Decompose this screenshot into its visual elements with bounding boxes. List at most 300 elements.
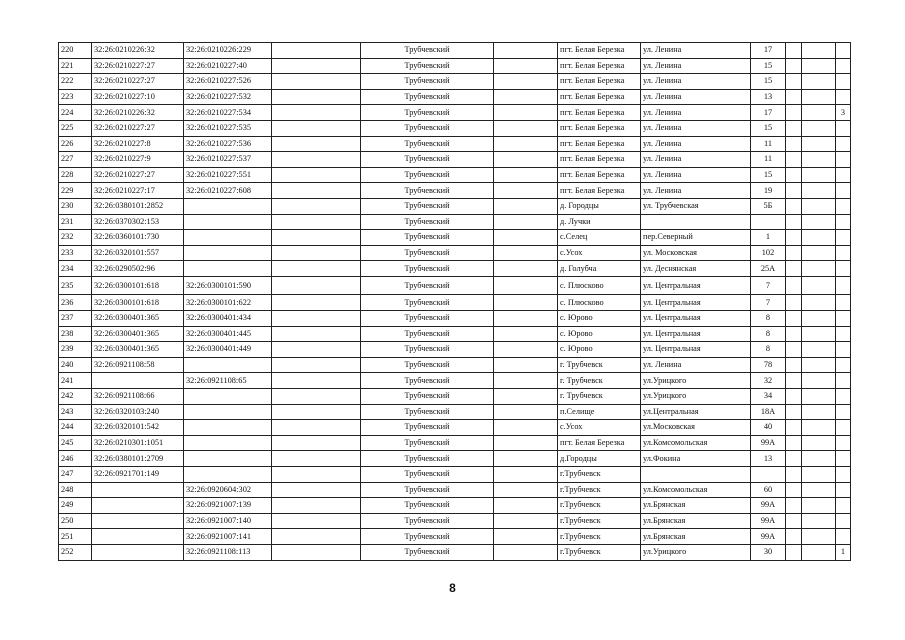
count-cell bbox=[836, 326, 851, 342]
count-cell bbox=[836, 120, 851, 136]
table-row bbox=[59, 435, 851, 451]
empty-cell bbox=[802, 89, 836, 105]
table-row bbox=[59, 167, 851, 183]
house-number-cell: 11 bbox=[751, 136, 786, 152]
table-row bbox=[59, 214, 851, 230]
street-cell: ул.Московская bbox=[641, 420, 751, 436]
empty-cell bbox=[272, 183, 361, 199]
row-number-cell: 235 bbox=[59, 276, 92, 295]
empty-cell bbox=[494, 167, 558, 183]
empty-cell bbox=[494, 357, 558, 373]
empty-cell bbox=[786, 357, 802, 373]
cadastral-number-cell bbox=[92, 482, 184, 498]
empty-cell bbox=[802, 167, 836, 183]
empty-cell bbox=[272, 498, 361, 514]
row-number-cell: 220 bbox=[59, 43, 92, 59]
object-cadastral-number-cell bbox=[184, 404, 272, 420]
street-cell: ул. Ленина bbox=[641, 152, 751, 168]
empty-cell bbox=[786, 435, 802, 451]
empty-cell bbox=[802, 357, 836, 373]
cadastral-number-cell: 32:26:0210227:17 bbox=[92, 183, 184, 199]
empty-cell bbox=[786, 388, 802, 404]
empty-cell bbox=[802, 388, 836, 404]
street-cell: ул. Центральная bbox=[641, 295, 751, 311]
cadastral-number-cell: 32:26:0210227:27 bbox=[92, 120, 184, 136]
street-cell: пер.Северный bbox=[641, 230, 751, 246]
district-cell: Трубчевский bbox=[361, 152, 494, 168]
row-number-cell: 228 bbox=[59, 167, 92, 183]
empty-cell bbox=[272, 198, 361, 214]
district-cell: Трубчевский bbox=[361, 276, 494, 295]
count-cell bbox=[836, 214, 851, 230]
empty-cell bbox=[272, 513, 361, 529]
count-cell bbox=[836, 89, 851, 105]
count-cell bbox=[836, 261, 851, 277]
empty-cell bbox=[272, 311, 361, 327]
empty-cell bbox=[802, 136, 836, 152]
row-number-cell: 224 bbox=[59, 105, 92, 121]
locality-cell: пгт. Белая Березка bbox=[558, 120, 641, 136]
empty-cell bbox=[272, 451, 361, 467]
locality-cell: пгт. Белая Березка bbox=[558, 152, 641, 168]
row-number-cell: 251 bbox=[59, 529, 92, 545]
table-row bbox=[59, 466, 851, 482]
house-number-cell: 17 bbox=[751, 105, 786, 121]
cadastral-number-cell: 32:26:0210227:8 bbox=[92, 136, 184, 152]
empty-cell bbox=[786, 230, 802, 246]
table-row bbox=[59, 43, 851, 59]
object-cadastral-number-cell: 32:26:0210227:535 bbox=[184, 120, 272, 136]
house-number-cell: 32 bbox=[751, 373, 786, 389]
object-cadastral-number-cell: 32:26:0210226:229 bbox=[184, 43, 272, 59]
street-cell: ул.Урицкого bbox=[641, 373, 751, 389]
empty-cell bbox=[494, 136, 558, 152]
empty-cell bbox=[494, 198, 558, 214]
locality-cell: пгт. Белая Березка bbox=[558, 105, 641, 121]
house-number-cell: 99А bbox=[751, 435, 786, 451]
empty-cell bbox=[494, 373, 558, 389]
count-cell bbox=[836, 245, 851, 261]
object-cadastral-number-cell bbox=[184, 245, 272, 261]
district-cell: Трубчевский bbox=[361, 529, 494, 545]
empty-cell bbox=[786, 295, 802, 311]
empty-cell bbox=[786, 482, 802, 498]
page-number: 8 bbox=[449, 581, 456, 595]
empty-cell bbox=[786, 342, 802, 358]
object-cadastral-number-cell: 32:26:0300101:622 bbox=[184, 295, 272, 311]
district-cell: Трубчевский bbox=[361, 311, 494, 327]
row-number-cell: 225 bbox=[59, 120, 92, 136]
district-cell: Трубчевский bbox=[361, 482, 494, 498]
empty-cell bbox=[802, 214, 836, 230]
empty-cell bbox=[272, 105, 361, 121]
empty-cell bbox=[272, 136, 361, 152]
house-number-cell: 18А bbox=[751, 404, 786, 420]
street-cell bbox=[641, 466, 751, 482]
empty-cell bbox=[272, 276, 361, 295]
object-cadastral-number-cell: 32:26:0921007:139 bbox=[184, 498, 272, 514]
cadastral-number-cell: 32:26:0320101:557 bbox=[92, 245, 184, 261]
locality-cell: пгт. Белая Березка bbox=[558, 74, 641, 90]
street-cell: ул.Комсомольская bbox=[641, 435, 751, 451]
object-cadastral-number-cell: 32:26:0921007:141 bbox=[184, 529, 272, 545]
empty-cell bbox=[802, 482, 836, 498]
empty-cell bbox=[802, 230, 836, 246]
empty-cell bbox=[802, 276, 836, 295]
empty-cell bbox=[802, 245, 836, 261]
street-cell: ул. Центральная bbox=[641, 326, 751, 342]
empty-cell bbox=[494, 451, 558, 467]
empty-cell bbox=[786, 276, 802, 295]
row-number-cell: 245 bbox=[59, 435, 92, 451]
street-cell: ул. Центральная bbox=[641, 276, 751, 295]
empty-cell bbox=[272, 261, 361, 277]
object-cadastral-number-cell: 32:26:0210227:608 bbox=[184, 183, 272, 199]
empty-cell bbox=[272, 245, 361, 261]
cadastral-number-cell: 32:26:0210227:27 bbox=[92, 58, 184, 74]
empty-cell bbox=[494, 74, 558, 90]
empty-cell bbox=[272, 388, 361, 404]
empty-cell bbox=[494, 388, 558, 404]
row-number-cell: 243 bbox=[59, 404, 92, 420]
district-cell: Трубчевский bbox=[361, 58, 494, 74]
locality-cell: г.Трубчевск bbox=[558, 513, 641, 529]
table-row bbox=[59, 529, 851, 545]
count-cell bbox=[836, 311, 851, 327]
object-cadastral-number-cell bbox=[184, 230, 272, 246]
empty-cell bbox=[802, 198, 836, 214]
table-row bbox=[59, 295, 851, 311]
empty-cell bbox=[802, 120, 836, 136]
empty-cell bbox=[802, 326, 836, 342]
object-cadastral-number-cell: 32:26:0210227:532 bbox=[184, 89, 272, 105]
empty-cell bbox=[786, 529, 802, 545]
locality-cell: д. Голубча bbox=[558, 261, 641, 277]
empty-cell bbox=[272, 214, 361, 230]
object-cadastral-number-cell: 32:26:0921108:65 bbox=[184, 373, 272, 389]
locality-cell: д. Городцы bbox=[558, 198, 641, 214]
locality-cell: пгт. Белая Березка bbox=[558, 43, 641, 59]
district-cell: Трубчевский bbox=[361, 466, 494, 482]
house-number-cell: 15 bbox=[751, 58, 786, 74]
house-number-cell: 7 bbox=[751, 276, 786, 295]
object-cadastral-number-cell: 32:26:0921108:113 bbox=[184, 544, 272, 560]
empty-cell bbox=[802, 498, 836, 514]
empty-cell bbox=[494, 276, 558, 295]
empty-cell bbox=[786, 120, 802, 136]
district-cell: Трубчевский bbox=[361, 120, 494, 136]
street-cell: ул. Центральная bbox=[641, 342, 751, 358]
row-number-cell: 230 bbox=[59, 198, 92, 214]
street-cell: ул.Урицкого bbox=[641, 544, 751, 560]
empty-cell bbox=[802, 183, 836, 199]
count-cell bbox=[836, 498, 851, 514]
table-row bbox=[59, 482, 851, 498]
table-row bbox=[59, 261, 851, 277]
object-cadastral-number-cell: 32:26:0300401:445 bbox=[184, 326, 272, 342]
house-number-cell: 15 bbox=[751, 167, 786, 183]
empty-cell bbox=[786, 74, 802, 90]
table-row bbox=[59, 420, 851, 436]
cadastral-number-cell: 32:26:0921701:149 bbox=[92, 466, 184, 482]
house-number-cell: 13 bbox=[751, 89, 786, 105]
house-number-cell: 15 bbox=[751, 120, 786, 136]
row-number-cell: 227 bbox=[59, 152, 92, 168]
empty-cell bbox=[272, 529, 361, 545]
row-number-cell: 238 bbox=[59, 326, 92, 342]
row-number-cell: 241 bbox=[59, 373, 92, 389]
locality-cell: с. Юрово bbox=[558, 311, 641, 327]
empty-cell bbox=[494, 214, 558, 230]
locality-cell: с. Юрово bbox=[558, 326, 641, 342]
empty-cell bbox=[494, 261, 558, 277]
row-number-cell: 231 bbox=[59, 214, 92, 230]
cadastral-number-cell: 32:26:0380101:2709 bbox=[92, 451, 184, 467]
district-cell: Трубчевский bbox=[361, 245, 494, 261]
row-number-cell: 249 bbox=[59, 498, 92, 514]
count-cell bbox=[836, 276, 851, 295]
empty-cell bbox=[272, 404, 361, 420]
cadastral-number-cell: 32:26:0210227:9 bbox=[92, 152, 184, 168]
count-cell bbox=[836, 482, 851, 498]
empty-cell bbox=[786, 105, 802, 121]
locality-cell: г.Трубчевск bbox=[558, 466, 641, 482]
district-cell: Трубчевский bbox=[361, 74, 494, 90]
empty-cell bbox=[494, 152, 558, 168]
table-row bbox=[59, 544, 851, 560]
locality-cell: г. Трубчевск bbox=[558, 373, 641, 389]
empty-cell bbox=[272, 544, 361, 560]
empty-cell bbox=[802, 105, 836, 121]
empty-cell bbox=[272, 482, 361, 498]
table-row bbox=[59, 388, 851, 404]
cadastral-number-cell: 32:26:0300401:365 bbox=[92, 311, 184, 327]
empty-cell bbox=[802, 342, 836, 358]
table-body bbox=[59, 43, 851, 561]
cadastral-number-cell bbox=[92, 513, 184, 529]
empty-cell bbox=[786, 214, 802, 230]
locality-cell: г. Трубчевск bbox=[558, 388, 641, 404]
district-cell: Трубчевский bbox=[361, 89, 494, 105]
house-number-cell: 11 bbox=[751, 152, 786, 168]
empty-cell bbox=[786, 167, 802, 183]
locality-cell: с. Юрово bbox=[558, 342, 641, 358]
cadastral-number-cell: 32:26:0921108:58 bbox=[92, 357, 184, 373]
empty-cell bbox=[802, 451, 836, 467]
table-row bbox=[59, 451, 851, 467]
cadastral-number-cell: 32:26:0370302:153 bbox=[92, 214, 184, 230]
empty-cell bbox=[802, 435, 836, 451]
count-cell bbox=[836, 230, 851, 246]
count-cell bbox=[836, 152, 851, 168]
empty-cell bbox=[272, 43, 361, 59]
cadastral-number-cell: 32:26:0921108:66 bbox=[92, 388, 184, 404]
object-cadastral-number-cell: 32:26:0210227:534 bbox=[184, 105, 272, 121]
row-number-cell: 250 bbox=[59, 513, 92, 529]
count-cell bbox=[836, 357, 851, 373]
empty-cell bbox=[272, 167, 361, 183]
empty-cell bbox=[786, 43, 802, 59]
district-cell: Трубчевский bbox=[361, 326, 494, 342]
row-number-cell: 222 bbox=[59, 74, 92, 90]
house-number-cell: 15 bbox=[751, 74, 786, 90]
row-number-cell: 237 bbox=[59, 311, 92, 327]
house-number-cell: 34 bbox=[751, 388, 786, 404]
object-cadastral-number-cell bbox=[184, 198, 272, 214]
locality-cell: пгт. Белая Березка bbox=[558, 58, 641, 74]
house-number-cell: 7 bbox=[751, 295, 786, 311]
empty-cell bbox=[786, 451, 802, 467]
object-cadastral-number-cell bbox=[184, 357, 272, 373]
count-cell bbox=[836, 342, 851, 358]
district-cell: Трубчевский bbox=[361, 451, 494, 467]
table-row bbox=[59, 89, 851, 105]
empty-cell bbox=[802, 295, 836, 311]
district-cell: Трубчевский bbox=[361, 214, 494, 230]
count-cell: 1 bbox=[836, 544, 851, 560]
row-number-cell: 239 bbox=[59, 342, 92, 358]
street-cell: ул.Брянская bbox=[641, 513, 751, 529]
street-cell: ул. Ленина bbox=[641, 167, 751, 183]
object-cadastral-number-cell bbox=[184, 388, 272, 404]
row-number-cell: 252 bbox=[59, 544, 92, 560]
district-cell: Трубчевский bbox=[361, 357, 494, 373]
house-number-cell bbox=[751, 214, 786, 230]
district-cell: Трубчевский bbox=[361, 513, 494, 529]
object-cadastral-number-cell: 32:26:0921007:140 bbox=[184, 513, 272, 529]
street-cell: ул. Ленина bbox=[641, 43, 751, 59]
empty-cell bbox=[272, 466, 361, 482]
cadastral-number-cell: 32:26:0380101:2852 bbox=[92, 198, 184, 214]
district-cell: Трубчевский bbox=[361, 105, 494, 121]
district-cell: Трубчевский bbox=[361, 43, 494, 59]
district-cell: Трубчевский bbox=[361, 198, 494, 214]
empty-cell bbox=[802, 544, 836, 560]
empty-cell bbox=[494, 43, 558, 59]
count-cell bbox=[836, 373, 851, 389]
count-cell bbox=[836, 513, 851, 529]
table-row bbox=[59, 357, 851, 373]
house-number-cell: 40 bbox=[751, 420, 786, 436]
cadastral-number-cell: 32:26:0210301:1051 bbox=[92, 435, 184, 451]
row-number-cell: 248 bbox=[59, 482, 92, 498]
object-cadastral-number-cell: 32:26:0210227:536 bbox=[184, 136, 272, 152]
street-cell: ул. Ленина bbox=[641, 58, 751, 74]
street-cell: ул.Урицкого bbox=[641, 388, 751, 404]
street-cell bbox=[641, 214, 751, 230]
count-cell: 3 bbox=[836, 105, 851, 121]
locality-cell: с. Плюсково bbox=[558, 295, 641, 311]
street-cell: ул. Ленина bbox=[641, 136, 751, 152]
locality-cell: с.Селец bbox=[558, 230, 641, 246]
table-row bbox=[59, 373, 851, 389]
object-cadastral-number-cell: 32:26:0300401:449 bbox=[184, 342, 272, 358]
street-cell: ул. Ленина bbox=[641, 183, 751, 199]
empty-cell bbox=[802, 261, 836, 277]
empty-cell bbox=[494, 326, 558, 342]
locality-cell: с.Усох bbox=[558, 245, 641, 261]
empty-cell bbox=[786, 245, 802, 261]
street-cell: ул. Ленина bbox=[641, 74, 751, 90]
house-number-cell: 8 bbox=[751, 311, 786, 327]
object-cadastral-number-cell bbox=[184, 261, 272, 277]
object-cadastral-number-cell bbox=[184, 466, 272, 482]
empty-cell bbox=[272, 120, 361, 136]
object-cadastral-number-cell: 32:26:0210227:526 bbox=[184, 74, 272, 90]
empty-cell bbox=[272, 89, 361, 105]
cadastral-number-cell: 32:26:0320103:240 bbox=[92, 404, 184, 420]
house-number-cell: 30 bbox=[751, 544, 786, 560]
table-row bbox=[59, 245, 851, 261]
count-cell bbox=[836, 136, 851, 152]
table-row bbox=[59, 198, 851, 214]
cadastral-number-cell bbox=[92, 373, 184, 389]
table-row bbox=[59, 120, 851, 136]
street-cell: ул. Московская bbox=[641, 245, 751, 261]
empty-cell bbox=[786, 261, 802, 277]
house-number-cell: 8 bbox=[751, 342, 786, 358]
row-number-cell: 236 bbox=[59, 295, 92, 311]
row-number-cell: 244 bbox=[59, 420, 92, 436]
empty-cell bbox=[802, 311, 836, 327]
house-number-cell: 1 bbox=[751, 230, 786, 246]
house-number-cell: 99А bbox=[751, 513, 786, 529]
district-cell: Трубчевский bbox=[361, 404, 494, 420]
table-row bbox=[59, 136, 851, 152]
row-number-cell: 223 bbox=[59, 89, 92, 105]
empty-cell bbox=[494, 529, 558, 545]
district-cell: Трубчевский bbox=[361, 342, 494, 358]
row-number-cell: 232 bbox=[59, 230, 92, 246]
district-cell: Трубчевский bbox=[361, 435, 494, 451]
table-row bbox=[59, 58, 851, 74]
district-cell: Трубчевский bbox=[361, 230, 494, 246]
house-number-cell: 8 bbox=[751, 326, 786, 342]
empty-cell bbox=[494, 311, 558, 327]
house-number-cell: 25А bbox=[751, 261, 786, 277]
cadastral-number-cell bbox=[92, 544, 184, 560]
cadastral-number-cell: 32:26:0210227:27 bbox=[92, 74, 184, 90]
cadastral-number-cell: 32:26:0210227:10 bbox=[92, 89, 184, 105]
empty-cell bbox=[272, 295, 361, 311]
empty-cell bbox=[802, 529, 836, 545]
count-cell bbox=[836, 198, 851, 214]
object-cadastral-number-cell: 32:26:0210227:537 bbox=[184, 152, 272, 168]
house-number-cell bbox=[751, 466, 786, 482]
empty-cell bbox=[786, 58, 802, 74]
empty-cell bbox=[786, 466, 802, 482]
row-number-cell: 246 bbox=[59, 451, 92, 467]
empty-cell bbox=[786, 373, 802, 389]
empty-cell bbox=[786, 136, 802, 152]
street-cell: ул.Комсомольская bbox=[641, 482, 751, 498]
row-number-cell: 226 bbox=[59, 136, 92, 152]
object-cadastral-number-cell: 32:26:0300401:434 bbox=[184, 311, 272, 327]
cadastral-number-cell: 32:26:0210226:32 bbox=[92, 105, 184, 121]
empty-cell bbox=[786, 420, 802, 436]
district-cell: Трубчевский bbox=[361, 295, 494, 311]
empty-cell bbox=[802, 373, 836, 389]
empty-cell bbox=[494, 120, 558, 136]
locality-cell: г.Трубчевск bbox=[558, 482, 641, 498]
district-cell: Трубчевский bbox=[361, 136, 494, 152]
street-cell: ул.Центральная bbox=[641, 404, 751, 420]
empty-cell bbox=[802, 43, 836, 59]
empty-cell bbox=[802, 420, 836, 436]
object-cadastral-number-cell bbox=[184, 435, 272, 451]
empty-cell bbox=[494, 342, 558, 358]
count-cell bbox=[836, 167, 851, 183]
